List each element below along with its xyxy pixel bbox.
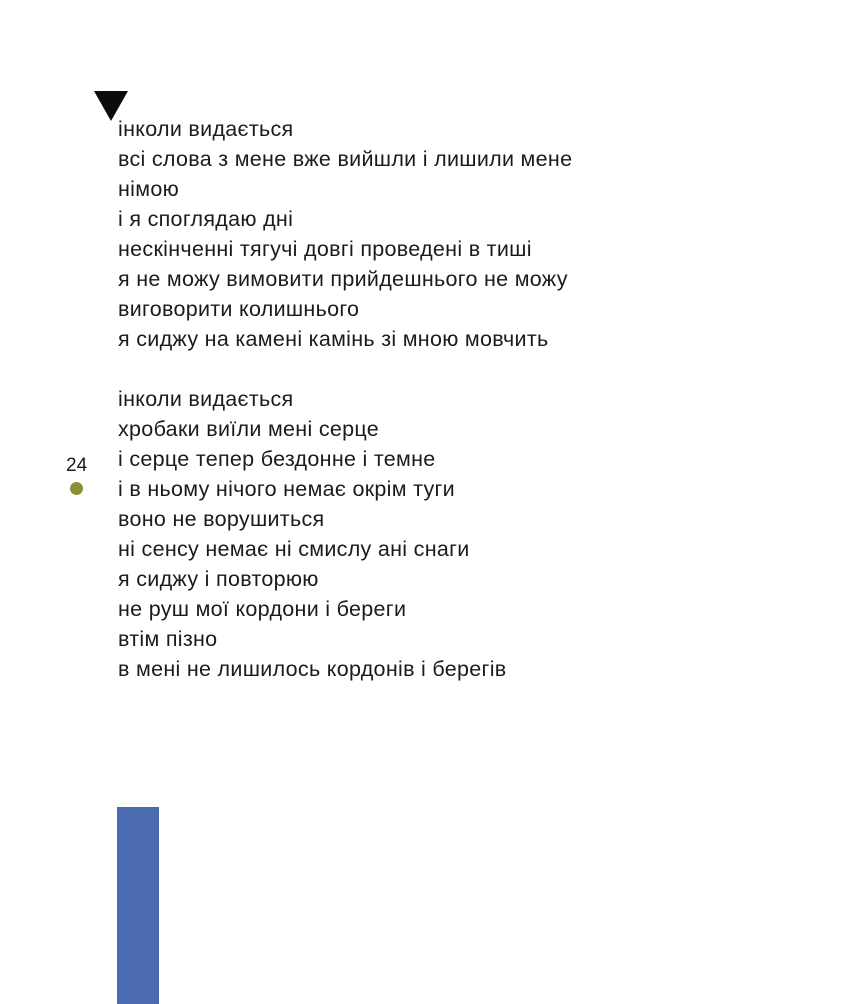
poem-line: ні сенсу немає ні смислу ані снаги <box>118 537 470 561</box>
stanza <box>118 114 738 354</box>
poem-line: всі слова з мене вже вийшли і лишили мене <box>118 147 573 171</box>
page-marker-dot-icon <box>70 482 83 495</box>
poem-line: інколи видається <box>118 117 294 141</box>
bottom-accent-bar <box>117 807 159 1004</box>
poem-line: не руш мої кордони і береги <box>118 597 407 621</box>
poem-line: воно не ворушиться <box>118 507 325 531</box>
poem-line: я не можу вимовити прийдешнього не можу <box>118 267 568 291</box>
poem-line: виговорити колишнього <box>118 297 360 321</box>
poem-line: в мені не лишилось кордонів і берегів <box>118 657 507 681</box>
poem-line: німою <box>118 177 180 201</box>
stanza <box>118 384 738 684</box>
poem-line: хробаки виїли мені серце <box>118 417 380 441</box>
poem-line: і в ньому нічого немає окрім туги <box>118 477 455 501</box>
poem-line: я сиджу на камені камінь зі мною мовчить <box>118 327 549 351</box>
poem-line: я сиджу і повторюю <box>118 567 319 591</box>
poem-line: і серце тепер бездонне і темне <box>118 447 436 471</box>
page-number: 24 <box>66 455 88 476</box>
poem-line: інколи видається <box>118 387 294 411</box>
poem-line: і я споглядаю дні <box>118 207 294 231</box>
poem-line: втім пізно <box>118 627 218 651</box>
poem-line: нескінченні тягучі довгі проведені в тиші <box>118 237 532 261</box>
poem <box>118 114 738 684</box>
